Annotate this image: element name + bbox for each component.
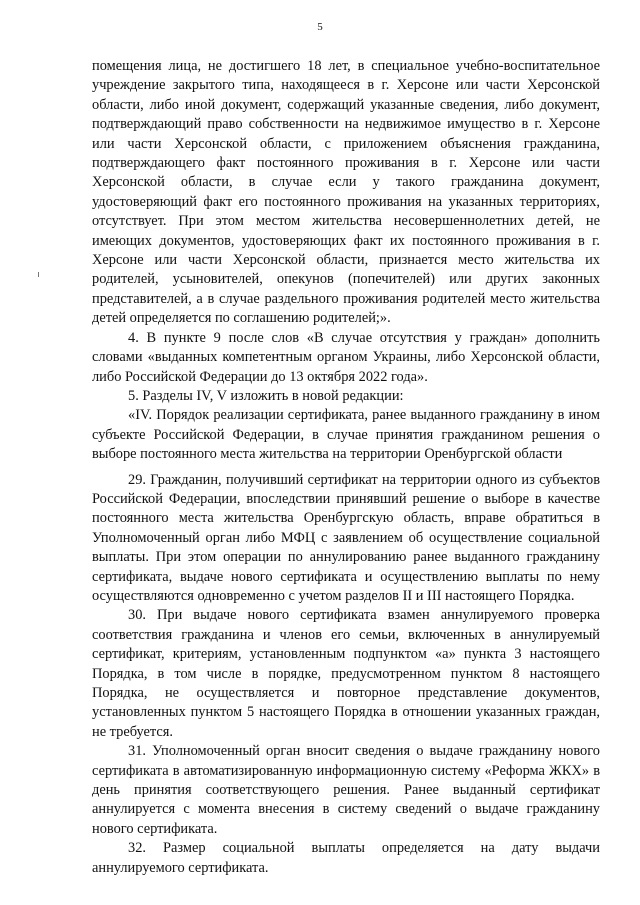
margin-mark bbox=[38, 272, 39, 277]
paragraph-item-30: 30. При выдаче нового сертификата взамен аннулируемого проверка соответствия гражданина и членов его семьи, включенных в аннулируемый сертификат, критериям, установленным подпунктом «а» пункта 3 настоящего Порядка, в том числе в порядке, предусмотренном пунктом 8 настоящего Порядка, не осуществляется и повторное представление документов, установленных пунктом 5 настоящего Порядка в отношении указанных граждан, не требуется. bbox=[92, 607, 600, 740]
paragraph-item-4: 4. В пункте 9 после слов «В случае отсутствия у граждан» дополнить словами «выданных компетентным органом Украины, либо Херсонской области, либо Российской Федерации до 13 октября 2022 года». bbox=[92, 329, 600, 385]
paragraph-item-31: 31. Уполномоченный орган вносит сведения о выдаче гражданину нового сертификата в автоматизированную информационную систему «Реформа ЖКХ» в день принятия соответствующего решения. Ранее выданный сертификат аннулируется с момента внесения в систему сведений о выдаче гражданину нового сертификата. bbox=[92, 743, 600, 837]
page-number: 5 bbox=[317, 21, 323, 33]
paragraph-item-5: 5. Разделы IV, V изложить в новой редакции: bbox=[128, 387, 404, 404]
paragraph-item-29: 29. Гражданин, получивший сертификат на территории одного из субъектов Российской Федерации, впоследствии принявший решение о выборе в качестве постоянного места жительства Оренбургскую область, вправе обратиться в Уполномоченный орган либо МФЦ с заявлением об осуществление социальной выплаты. При этом операции по аннулированию ранее выданного гражданину сертификата, выдаче нового сертификата и осуществлению выплаты по нему осуществляются одновременно с учетом разделов II и III настоящего Порядка. bbox=[92, 471, 600, 604]
paragraph-continuation: помещения лица, не достигшего 18 лет, в специальное учебно-воспитательное учреждение закрытого типа, находящееся в г. Херсоне или части Херсонской области, либо иной документ, содержащий указанные сведения, либо документ, подтверждающий право собственности на недвижимое имущество в г. Херсоне или части Херсонской области, с приложением объяснения гражданина, подтверждающего факт постоянного проживания в г. Херсоне или части Херсонской области, в случае если у такого гражданина документ, удостоверяющий факт его постоянного проживания на указанных территориях, отсутствует. При этом местом жительства несовершеннолетних детей, не имеющих документов, удостоверяющих факт их постоянного проживания в г. Херсоне или части Херсонской области, признается место жительства их родителей, усыновителей, опекунов (попечителей) или других законных представителей, а в случае раздельного проживания родителей место жительства детей определяется по соглашению родителей;». bbox=[92, 58, 600, 327]
document-body bbox=[92, 57, 600, 878]
section-heading-iv: «IV. Порядок реализации сертификата, ранее выданного гражданину в ином субъекте Российской Федерации, в случае принятия гражданином решения о выборе постоянного места жительства на территории Оренбургской области bbox=[92, 407, 600, 463]
paragraph-item-32: 32. Размер социальной выплаты определяется на дату выдачи аннулируемого сертификата. bbox=[92, 840, 600, 876]
